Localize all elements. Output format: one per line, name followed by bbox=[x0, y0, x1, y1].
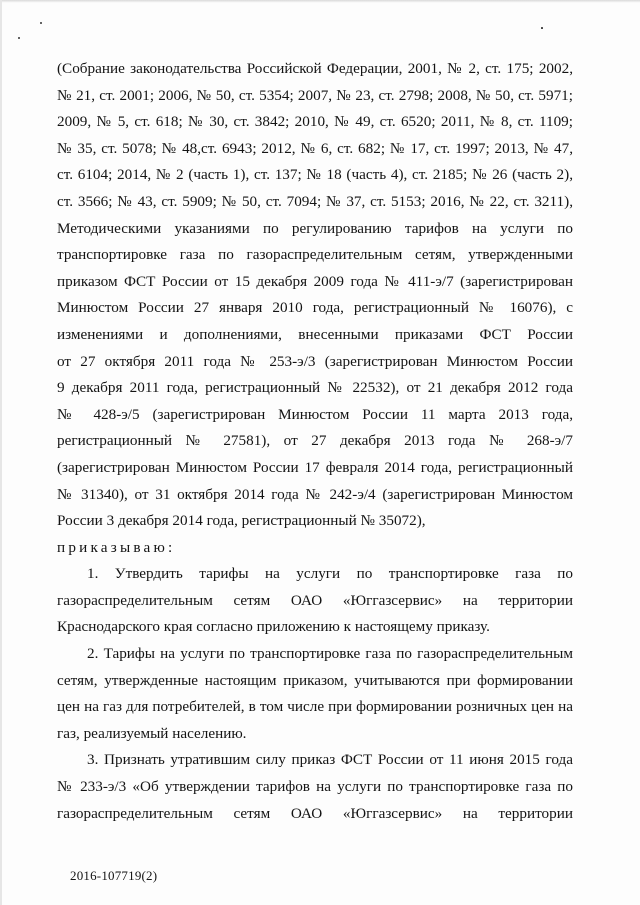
text-line: № 428-э/5 (зарегистрирован Минюстом России 11 марта 2013 года, bbox=[57, 405, 573, 423]
scan-speck bbox=[18, 37, 20, 39]
text-line: Методическими указаниями по регулированию тарифов на услуги по bbox=[57, 219, 573, 237]
paragraph-legal-basis bbox=[57, 56, 573, 535]
paragraph-item-1 bbox=[57, 561, 573, 641]
paragraph-item-3 bbox=[57, 747, 573, 827]
scan-speck bbox=[40, 22, 42, 24]
text-line: Минюстом России 27 января 2010 года, регистрационный № 16076), с bbox=[57, 299, 573, 317]
text-line: 2. Тарифы на услуги по транспортировке газа по газораспределительным bbox=[87, 645, 573, 663]
text-line: газораспределительным сетям ОАО «Юггазсервис» на территории bbox=[57, 804, 573, 822]
text-line: России 3 декабря 2014 года, регистрационный № 35072), bbox=[57, 512, 426, 530]
paragraph-item-2 bbox=[57, 641, 573, 747]
text-line: цен на газ для потребителей, в том числе при формировании розничных цен на bbox=[57, 698, 573, 716]
text-line: Краснодарского края согласно приложению к настоящему приказу. bbox=[57, 618, 490, 636]
text-line: 9 декабря 2011 года, регистрационный № 22532), от 21 декабря 2012 года bbox=[57, 379, 573, 397]
text-line: № 35, ст. 5078; № 48,ст. 6943; 2012, № 6, ст. 682; № 17, ст. 1997; 2013, № 47, bbox=[57, 139, 573, 157]
scan-left-edge bbox=[0, 0, 2, 905]
scan-top-edge bbox=[0, 0, 640, 3]
text-line: 3. Признать утратившим силу приказ ФСТ России от 11 июня 2015 года bbox=[87, 751, 573, 769]
text-line: (зарегистрирован Минюстом России 17 февраля 2014 года, регистрационный bbox=[57, 458, 573, 476]
text-line: приказом ФСТ России от 15 декабря 2009 года № 411-э/7 (зарегистрирован bbox=[57, 272, 573, 290]
text-line: ст. 3566; № 43, ст. 5909; № 50, ст. 7094; № 37, ст. 5153; 2016, № 22, ст. 3211), bbox=[57, 192, 573, 210]
text-line: 1. Утвердить тарифы на услуги по транспортировке газа по bbox=[87, 565, 573, 583]
text-line: изменениями и дополнениями, внесенными приказами ФСТ России bbox=[57, 325, 573, 343]
text-line: сетям, утвержденные настоящим приказом, учитываются при формировании bbox=[57, 671, 573, 689]
text-line: транспортировке газа по газораспределительным сетям, утвержденными bbox=[57, 246, 573, 264]
text-line: регистрационный № 27581), от 27 декабря 2013 года № 268-э/7 bbox=[57, 432, 573, 450]
text-line: газ, реализуемый населению. bbox=[57, 724, 247, 742]
text-line: от 27 октября 2011 года № 253-э/3 (зарегистрирован Минюстом России bbox=[57, 352, 573, 370]
scan-speck bbox=[541, 27, 543, 29]
document-body bbox=[57, 56, 573, 827]
text-line: № 31340), от 31 октября 2014 года № 242-э/4 (зарегистрирован Минюстом bbox=[57, 485, 573, 503]
document-footer-id: 2016-107719(2) bbox=[70, 868, 158, 883]
text-line: ст. 6104; 2014, № 2 (часть 1), ст. 137; № 18 (часть 4), ст. 2185; № 26 (часть 2), bbox=[57, 166, 573, 184]
text-line: газораспределительным сетям ОАО «Юггазсервис» на территории bbox=[57, 591, 573, 609]
text-line: № 233-э/3 «Об утверждении тарифов на услуги по транспортировке газа по bbox=[57, 778, 573, 796]
text-line: 2009, № 5, ст. 618; № 30, ст. 3842; 2010, № 49, ст. 6520; 2011, № 8, ст. 1109; bbox=[57, 113, 573, 131]
paragraph-order-word bbox=[57, 535, 573, 562]
text-line: № 21, ст. 2001; 2006, № 50, ст. 5354; 2007, № 23, ст. 2798; 2008, № 50, ст. 5971; bbox=[57, 86, 573, 104]
text-line: (Собрание законодательства Российской Федерации, 2001, № 2, ст. 175; 2002, bbox=[57, 60, 573, 77]
order-word: приказываю: bbox=[57, 538, 176, 556]
